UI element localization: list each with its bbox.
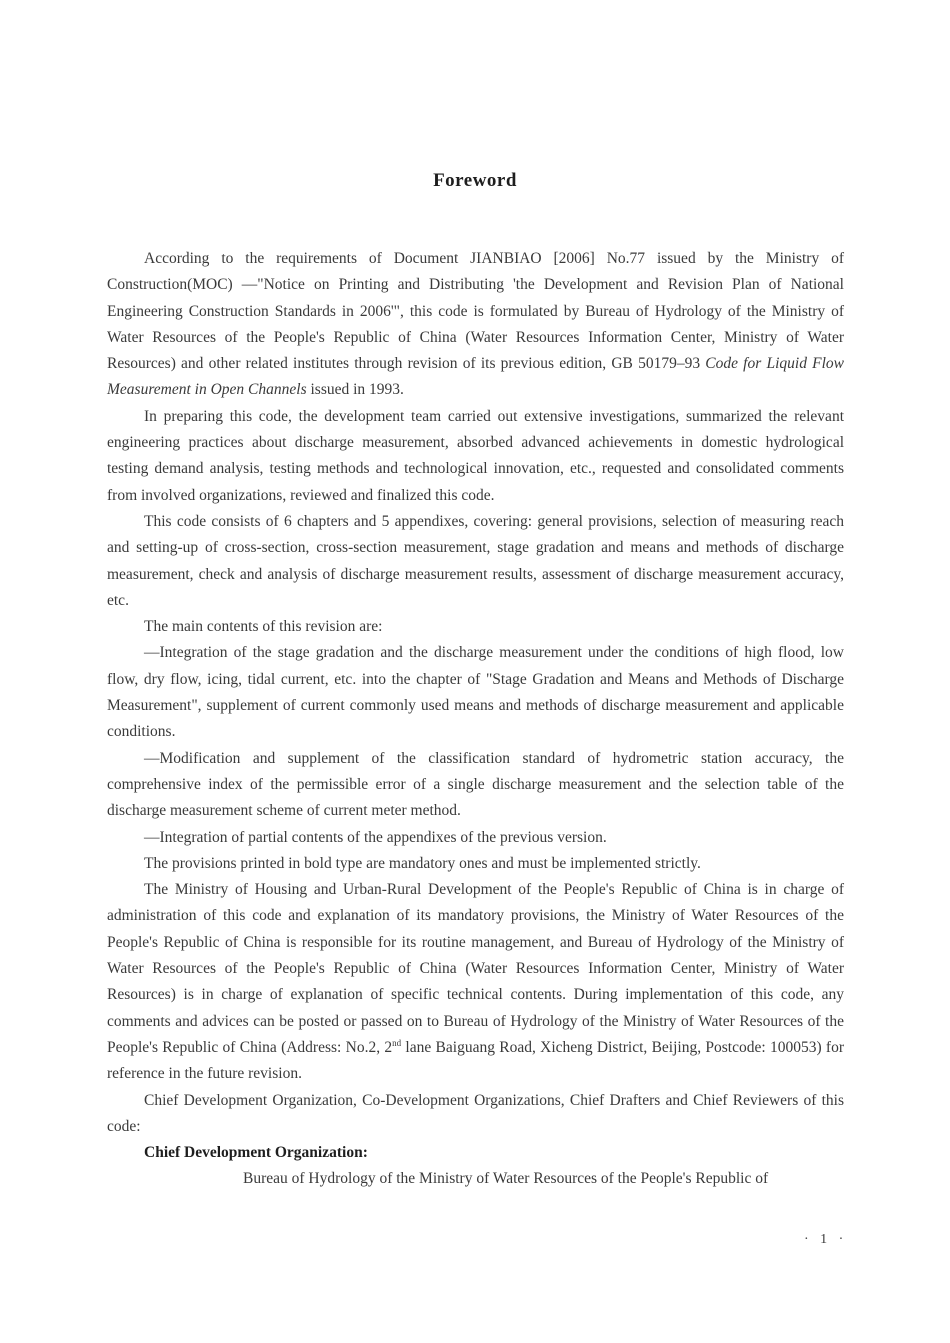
paragraph-1 (107, 246, 844, 404)
paragraph-organizations-intro: Chief Development Organization, Co-Development Organizations, Chief Drafters and Chief Reviewers of this code: (107, 1091, 844, 1135)
paragraph-4: The main contents of this revision are: (144, 618, 383, 636)
paragraph-administration (107, 877, 844, 1087)
page-number: · 1 · (804, 1232, 848, 1247)
ordinal-superscript: nd (392, 1037, 402, 1048)
paragraph-3: This code consists of 6 chapters and 5 appendixes, covering: general provisions, selection of measuring reach and setting-up of cross-section, cross-section measurement, stage gradation and means and methods of discharge measurement, check and analysis of discharge measurement results, assessment of discharge measurement accuracy, etc. (107, 512, 844, 609)
foreword-body (107, 246, 844, 1193)
paragraph-mandatory-note: The provisions printed in bold type are mandatory ones and must be implemented strictly. (144, 854, 701, 872)
paragraph-2: In preparing this code, the development team carried out extensive investigations, summarized the relevant engineering practices about discharge measurement, absorbed advanced achievements in domestic hydrological testing demand analysis, testing methods and technological innovation, etc., requested and consolidated comments from involved organizations, reviewed and finalized this code. (107, 407, 844, 504)
paragraph-1-text: According to the requirements of Document JIANBIAO [2006] No.77 issued by the Ministry of Construction(MOC) —"Notice on Printing and Distributing 'the Development and Revision Plan of National Engineering Construction Standards in 2006'", this code is formulated by Bureau of Hydrology of the Ministry of Water Resources of the People's Republic of China (Water Resources Information Center, Ministry of Water Resources) and other related institutes through revision of its previous edition, GB 50179–93 (107, 250, 844, 373)
revision-item-3: —Integration of partial contents of the appendixes of the previous version. (144, 828, 607, 846)
revision-item-1: —Integration of the stage gradation and the discharge measurement under the conditions of high flood, low flow, dry flow, icing, tidal current, etc. into the chapter of "Stage Gradation and Means and Methods of Discharge Measurement", supplement of current commonly used means and methods of discharge measurement and applicable conditions. (107, 644, 844, 741)
code-title-italic: Code for Liquid Flow Measurement in Open Channels (107, 355, 844, 399)
paragraph-1-tail: issued in 1993. (306, 381, 404, 399)
administration-tail: lane Baiguang Road, Xicheng District, Beijing, Postcode: 100053) for reference in the future revision. (107, 1038, 844, 1083)
chief-org-heading: Chief Development Organization: (144, 1144, 368, 1162)
page-title: Foreword (433, 170, 517, 191)
revision-item-2: —Modification and supplement of the classification standard of hydrometric station accuracy, the comprehensive index of the permissible error of a single discharge measurement and the selection table of the discharge measurement scheme of current meter method. (107, 749, 844, 820)
administration-text: The Ministry of Housing and Urban-Rural Development of the People's Republic of China is in charge of administration of this code and explanation of its mandatory provisions, the Ministry of Water Resources of the People's Republic of China is responsible for its routine management, and Bureau of Hydrology of the Ministry of Water Resources of the People's Republic of China (Water Resources Information Center, Ministry of Water Resources) is in charge of explanation of specific technical contents. During implementation of this code, any comments and advices can be posted or passed on to Bureau of Hydrology of the Ministry of Water Resources of the People's Republic of China (Address: No.2, 2 (107, 881, 844, 1056)
chief-org-name: Bureau of Hydrology of the Ministry of Water Resources of the People's Republic of (243, 1170, 769, 1188)
